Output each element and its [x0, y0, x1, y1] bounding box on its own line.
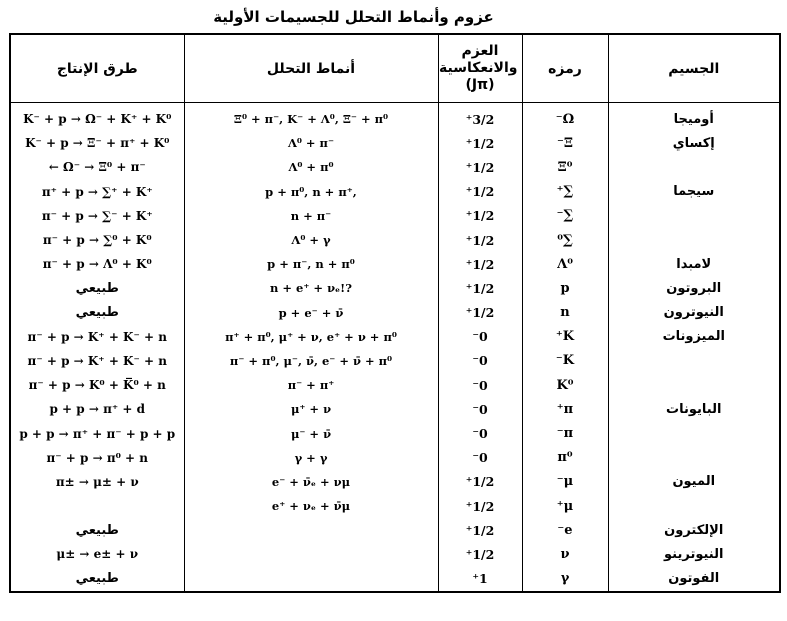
spin-parity-cell: 1/2⁺ — [438, 276, 522, 300]
production-cell: π⁻ + p → Λ⁰ + K⁰ — [10, 252, 184, 276]
spin-parity-cell: 1/2⁺ — [438, 204, 522, 228]
particle-name-cell — [608, 228, 780, 252]
header-decay-modes: أنماط التحلل — [184, 34, 438, 103]
production-cell: π⁻ + p → π⁰ + n — [10, 446, 184, 470]
particle-name-cell: البايونات — [608, 397, 780, 421]
spin-parity-cell: 0⁻ — [438, 397, 522, 421]
symbol-cell: ∑⁻ — [522, 204, 608, 228]
table-row — [10, 470, 780, 494]
particle-name-cell: النيوترون — [608, 301, 780, 325]
production-cell: μ± → e± + ν — [10, 542, 184, 566]
table-row — [10, 180, 780, 204]
symbol-cell: π⁺ — [522, 397, 608, 421]
table-row — [10, 446, 780, 470]
symbol-cell: Ω⁻ — [522, 103, 608, 132]
decay-modes-cell: μ⁻ + ν̄ — [184, 421, 438, 445]
table-row — [10, 325, 780, 349]
particle-name-cell — [608, 204, 780, 228]
decay-modes-cell: Ξ⁰ + π⁻, K⁻ + Λ⁰, Ξ⁻ + π⁰ — [184, 103, 438, 132]
table-body — [10, 103, 780, 592]
particle-name-cell: الميون — [608, 470, 780, 494]
production-cell — [10, 494, 184, 518]
particle-name-cell — [608, 373, 780, 397]
decay-modes-cell: Λ⁰ + π⁻ — [184, 131, 438, 155]
table-row — [10, 276, 780, 300]
table-row — [10, 103, 780, 132]
decay-modes-cell — [184, 567, 438, 592]
production-cell: π⁻ + p → K⁰ + K̅⁰ + n — [10, 373, 184, 397]
decay-modes-cell: Λ⁰ + π⁰ — [184, 155, 438, 179]
header-row — [10, 34, 780, 103]
particle-name-cell: النيوترينو — [608, 542, 780, 566]
production-cell: p + p → π⁺ + π⁻ + p + p — [10, 421, 184, 445]
spin-parity-cell: 1/2⁺ — [438, 252, 522, 276]
table-row — [10, 204, 780, 228]
decay-modes-cell: π⁻ + π⁰, μ⁻, ν̄, e⁻ + ν̄ + π⁰ — [184, 349, 438, 373]
spin-parity-cell: 1/2⁺ — [438, 494, 522, 518]
production-cell: طبيعي — [10, 567, 184, 592]
decay-modes-cell: p + π⁻, n + π⁰ — [184, 252, 438, 276]
table-row — [10, 421, 780, 445]
symbol-cell: ∑⁺ — [522, 180, 608, 204]
symbol-cell: π⁰ — [522, 446, 608, 470]
table-row — [10, 131, 780, 155]
spin-parity-cell: 1/2⁺ — [438, 301, 522, 325]
particle-name-cell: الفوتون — [608, 567, 780, 592]
symbol-cell: Ξ⁻ — [522, 131, 608, 155]
table-row — [10, 155, 780, 179]
table-row — [10, 397, 780, 421]
spin-parity-cell: 0⁻ — [438, 446, 522, 470]
symbol-cell: π⁻ — [522, 421, 608, 445]
particle-name-cell: البروتون — [608, 276, 780, 300]
table-row — [10, 373, 780, 397]
table-row — [10, 228, 780, 252]
symbol-cell: e⁻ — [522, 518, 608, 542]
header-production: طرق الإنتاج — [10, 34, 184, 103]
spin-parity-cell: 1/2⁺ — [438, 470, 522, 494]
spin-parity-cell: 0⁻ — [438, 325, 522, 349]
decay-modes-cell: π⁺ + π⁰, μ⁺ + ν, e⁺ + ν + π⁰ — [184, 325, 438, 349]
symbol-cell: K⁻ — [522, 349, 608, 373]
particle-name-cell — [608, 446, 780, 470]
decay-modes-cell — [184, 542, 438, 566]
symbol-cell: p — [522, 276, 608, 300]
table-caption: عزوم وأنماط التحلل للجسيمات الأولية — [213, 8, 494, 26]
particle-name-cell: لامبدا — [608, 252, 780, 276]
symbol-cell: Λ⁰ — [522, 252, 608, 276]
symbol-cell: γ — [522, 567, 608, 592]
symbol-cell: Ξ⁰ — [522, 155, 608, 179]
production-cell: p + p → π⁺ + d — [10, 397, 184, 421]
table-row — [10, 301, 780, 325]
table-row — [10, 494, 780, 518]
production-cell: π± → μ± + ν — [10, 470, 184, 494]
header-spin-parity — [438, 34, 522, 103]
production-cell: π⁻ + p → K⁺ + K⁻ + n — [10, 349, 184, 373]
table-row — [10, 542, 780, 566]
symbol-cell: μ⁻ — [522, 470, 608, 494]
spin-parity-cell: 1/2⁺ — [438, 228, 522, 252]
decay-modes-cell: π⁻ + π⁺ — [184, 373, 438, 397]
particle-name-cell — [608, 421, 780, 445]
symbol-cell: n — [522, 301, 608, 325]
production-cell: π⁻ + p → ∑⁰ + K⁰ — [10, 228, 184, 252]
production-cell: طبيعي — [10, 518, 184, 542]
production-cell: K⁻ + p → Ξ⁻ + π⁺ + K⁰ — [10, 131, 184, 155]
particle-name-cell: الميزونات — [608, 325, 780, 349]
decay-modes-cell: n + e⁺ + νₑ!? — [184, 276, 438, 300]
decay-modes-cell: p + e⁻ + ν̄ — [184, 301, 438, 325]
symbol-cell: ∑⁰ — [522, 228, 608, 252]
table-row — [10, 252, 780, 276]
decay-modes-cell: μ⁺ + ν — [184, 397, 438, 421]
production-cell: π⁻ + p → ∑⁻ + K⁺ — [10, 204, 184, 228]
spin-parity-cell: 0⁻ — [438, 421, 522, 445]
header-spin-line3: (Jπ) — [465, 77, 495, 93]
decay-modes-cell: e⁺ + νₑ + ν̄μ — [184, 494, 438, 518]
production-cell: طبيعي — [10, 301, 184, 325]
particles-table — [9, 33, 781, 593]
decay-modes-cell — [184, 518, 438, 542]
table-row — [10, 567, 780, 592]
production-cell: π⁻ + p → K⁺ + K⁻ + n — [10, 325, 184, 349]
spin-parity-cell: 3/2⁺ — [438, 103, 522, 132]
table-row — [10, 349, 780, 373]
spin-parity-cell: 1/2⁺ — [438, 155, 522, 179]
spin-parity-cell: 1/2⁺ — [438, 180, 522, 204]
symbol-cell: K⁰ — [522, 373, 608, 397]
decay-modes-cell: n + π⁻ — [184, 204, 438, 228]
production-cell: طبيعي — [10, 276, 184, 300]
particle-name-cell: الإلكترون — [608, 518, 780, 542]
particle-name-cell — [608, 494, 780, 518]
production-cell: ← Ω⁻ → Ξ⁰ + π⁻ — [10, 155, 184, 179]
spin-parity-cell: 1/2⁺ — [438, 542, 522, 566]
spin-parity-cell: 0⁻ — [438, 373, 522, 397]
header-particle: الجسيم — [608, 34, 780, 103]
spin-parity-cell: 1⁺ — [438, 567, 522, 592]
symbol-cell: ν — [522, 542, 608, 566]
header-spin-line1: العزم — [461, 43, 499, 59]
symbol-cell: μ⁺ — [522, 494, 608, 518]
particle-name-cell — [608, 349, 780, 373]
particle-name-cell — [608, 155, 780, 179]
decay-modes-cell: p + π⁰, n + π⁺, — [184, 180, 438, 204]
decay-modes-cell: e⁻ + ν̄ₑ + νμ — [184, 470, 438, 494]
decay-modes-cell: γ + γ — [184, 446, 438, 470]
spin-parity-cell: 0⁻ — [438, 349, 522, 373]
particle-name-cell: إكساي — [608, 131, 780, 155]
particle-name-cell: أوميجا — [608, 103, 780, 132]
spin-parity-cell: 1/2⁺ — [438, 131, 522, 155]
symbol-cell: K⁺ — [522, 325, 608, 349]
table-row — [10, 518, 780, 542]
header-spin-line2: والانعكاسية — [439, 60, 518, 76]
spin-parity-cell: 1/2⁺ — [438, 518, 522, 542]
particle-name-cell: سيجما — [608, 180, 780, 204]
decay-modes-cell: Λ⁰ + γ — [184, 228, 438, 252]
header-symbol: رمزه — [522, 34, 608, 103]
production-cell: π⁺ + p → ∑⁺ + K⁺ — [10, 180, 184, 204]
production-cell: K⁻ + p → Ω⁻ + K⁺ + K⁰ — [10, 103, 184, 132]
